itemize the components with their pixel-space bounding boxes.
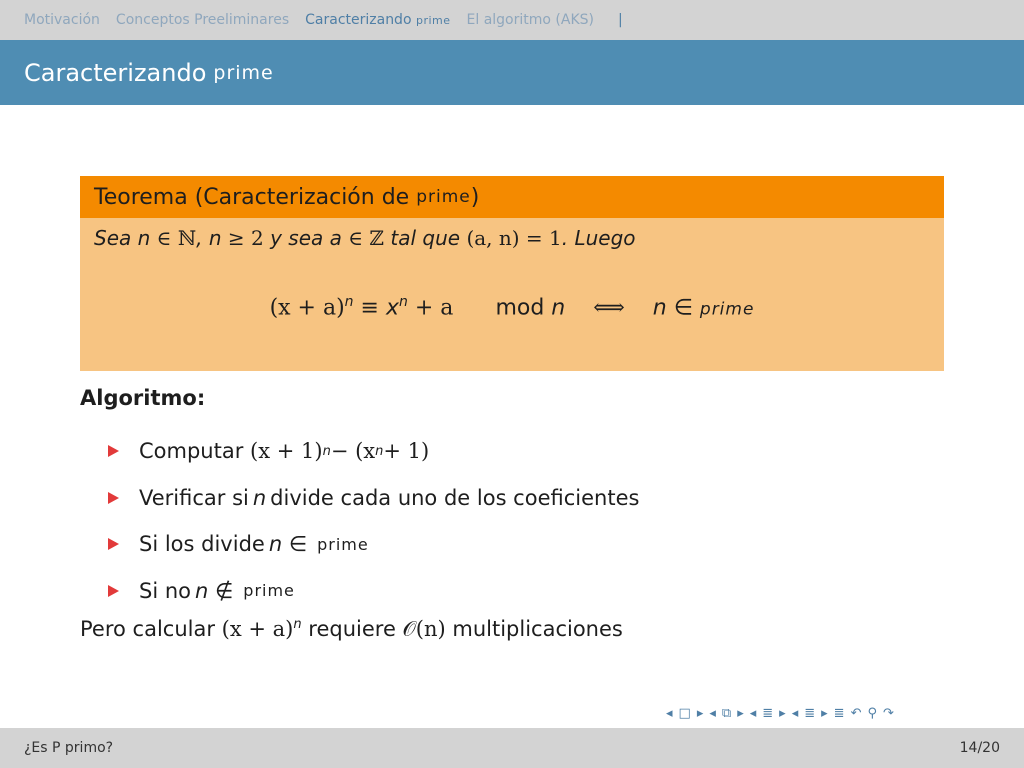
document-icon[interactable]: ≣ bbox=[833, 705, 845, 721]
theorem-title-main: Teorema (Caracterización de bbox=[94, 184, 410, 210]
step-math: n ∈ bbox=[268, 532, 308, 557]
section-icon[interactable]: ≣ bbox=[804, 705, 816, 721]
algorithm-step bbox=[108, 428, 639, 475]
next-section-icon[interactable]: ▸ bbox=[821, 705, 828, 721]
theorem-text: . Luego bbox=[561, 226, 636, 250]
algorithm-step bbox=[108, 475, 639, 522]
theorem-equation bbox=[80, 294, 944, 320]
nav-section-motivacion[interactable]: Motivación bbox=[24, 12, 100, 28]
algorithm-steps bbox=[108, 428, 639, 614]
nav-section-caracterizando-label: Caracterizando bbox=[305, 12, 412, 28]
conclusion-mid: requiere bbox=[301, 617, 403, 641]
prev-subsection-icon[interactable]: ◂ bbox=[749, 705, 757, 721]
eq-mod: mod bbox=[495, 295, 545, 321]
forward-icon[interactable]: ↷ bbox=[883, 705, 894, 721]
slide-icon[interactable]: □ bbox=[678, 705, 691, 721]
theorem-title bbox=[80, 176, 944, 218]
theorem-title-prime: prime bbox=[416, 187, 471, 207]
beamer-navigation bbox=[666, 703, 1016, 723]
bullet-triangle-icon bbox=[108, 445, 119, 457]
nav-separator: | bbox=[617, 12, 623, 28]
step-text: Si los divide bbox=[139, 532, 265, 557]
theorem-math: ∈ bbox=[341, 226, 370, 250]
eq-rhs: x bbox=[385, 295, 400, 321]
page-number: 14/20 bbox=[959, 740, 1000, 756]
bullet-triangle-icon bbox=[108, 538, 119, 550]
conclusion-post: multiplicaciones bbox=[445, 617, 623, 641]
subsection-icon[interactable]: ≣ bbox=[762, 705, 774, 721]
step-text: Si no bbox=[139, 578, 191, 603]
step-exponent: n bbox=[322, 443, 331, 459]
algorithm-step bbox=[108, 521, 639, 568]
eq-rhs-exponent: n bbox=[399, 294, 408, 310]
conclusion-text bbox=[80, 617, 623, 642]
theorem-text: tal que bbox=[384, 226, 467, 250]
frame-title-prime: prime bbox=[213, 61, 274, 84]
step-text: divide cada uno de los coeficientes bbox=[270, 485, 640, 510]
eq-mod-var: n bbox=[551, 295, 566, 321]
step-prime: prime bbox=[243, 581, 295, 601]
theorem-var: a bbox=[329, 226, 342, 250]
theorem-math: ∈ bbox=[150, 226, 178, 250]
step-math: n ∉ bbox=[195, 578, 234, 603]
eq-lhs: (x + a) bbox=[269, 295, 345, 321]
eq-lhs-exponent: n bbox=[344, 294, 354, 310]
step-math: (x + 1) bbox=[250, 439, 323, 464]
step-prime: prime bbox=[317, 534, 369, 554]
theorem-text: y sea bbox=[263, 226, 330, 250]
algorithm-step bbox=[108, 568, 639, 615]
theorem-text: Sea bbox=[94, 226, 138, 250]
theorem-integers: ℤ bbox=[369, 226, 385, 250]
eq-iff: ⟺ bbox=[593, 295, 625, 321]
step-var: n bbox=[252, 485, 267, 510]
section-navigation bbox=[0, 0, 1024, 40]
step-math: − (x bbox=[330, 439, 376, 464]
theorem-var: n bbox=[137, 226, 151, 250]
theorem-block bbox=[80, 176, 944, 371]
footer-title: ¿Es P primo? bbox=[24, 740, 114, 756]
prev-slide-icon[interactable]: ◂ bbox=[666, 705, 673, 721]
frame-icon[interactable]: ⧉ bbox=[721, 705, 732, 721]
theorem-statement bbox=[80, 218, 944, 258]
eq-equiv: ≡ bbox=[360, 295, 379, 321]
bullet-triangle-icon bbox=[108, 585, 119, 597]
theorem-var: n bbox=[208, 226, 222, 250]
eq-rhs-tail: + a bbox=[407, 295, 454, 321]
step-text: Computar bbox=[139, 439, 244, 464]
step-exponent: n bbox=[375, 443, 384, 459]
step-text: Verificar si bbox=[139, 485, 249, 510]
step-math: + 1) bbox=[383, 439, 430, 464]
conclusion-math: (x + a) bbox=[221, 617, 294, 641]
nav-section-caracterizando[interactable] bbox=[305, 12, 450, 28]
nav-section-algoritmo[interactable]: El algoritmo (AKS) bbox=[466, 12, 594, 28]
bullet-triangle-icon bbox=[108, 492, 119, 504]
theorem-math: (a, n) = 1 bbox=[466, 226, 562, 250]
eq-conclusion-prime: prime bbox=[699, 299, 755, 320]
conclusion-exponent: n bbox=[293, 617, 302, 632]
next-subsection-icon[interactable]: ▸ bbox=[779, 705, 786, 721]
theorem-naturals: ℕ bbox=[177, 226, 197, 250]
nav-section-prime-label: prime bbox=[415, 14, 451, 27]
theorem-title-close: ) bbox=[470, 184, 480, 210]
footer-bar bbox=[0, 728, 1024, 768]
next-slide-icon[interactable]: ▸ bbox=[696, 705, 704, 721]
theorem-math: ≥ 2 bbox=[221, 226, 264, 250]
next-frame-icon[interactable]: ▸ bbox=[737, 705, 744, 721]
conclusion-big-o: 𝒪(n) bbox=[402, 617, 446, 641]
search-icon[interactable]: ⚲ bbox=[867, 705, 877, 721]
nav-section-conceptos[interactable]: Conceptos Preeliminares bbox=[115, 12, 290, 28]
prev-frame-icon[interactable]: ◂ bbox=[709, 705, 716, 721]
conclusion-pre: Pero calcular bbox=[80, 617, 222, 641]
back-icon[interactable]: ↶ bbox=[850, 705, 862, 721]
theorem-text: , bbox=[196, 226, 209, 250]
algorithm-heading: Algoritmo: bbox=[80, 386, 206, 410]
eq-conclusion: n ∈ bbox=[652, 295, 693, 321]
frame-title bbox=[0, 40, 1024, 105]
prev-section-icon[interactable]: ◂ bbox=[791, 705, 799, 721]
frame-title-main: Caracterizando bbox=[24, 58, 207, 87]
